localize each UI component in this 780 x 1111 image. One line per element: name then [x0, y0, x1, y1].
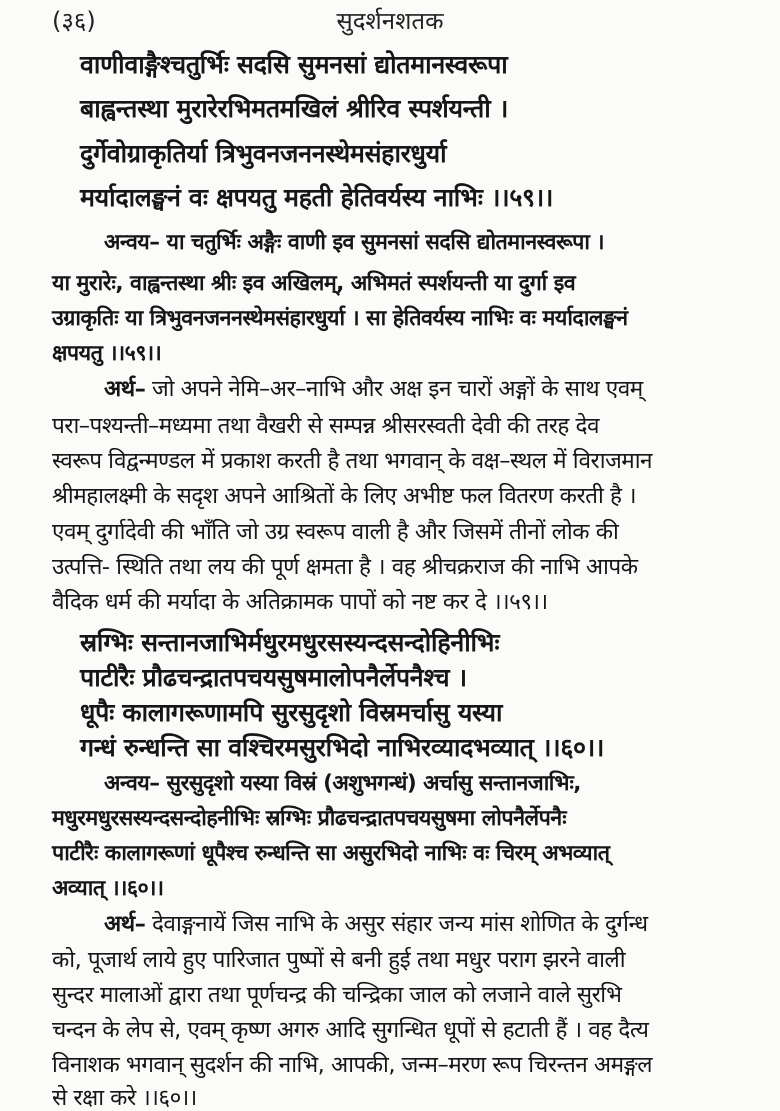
verse-line: मर्यादालङ्घनं वः क्षपयतु महती हेतिवर्यस्य नाभिः ।।५९।।	[80, 183, 554, 212]
artha-line: जो अपने नेमि–अर–नाभि और अक्ष इन चारों अङ्गों के साथ एवम्	[151, 376, 643, 402]
verse-line: गन्धं रुन्धन्ति सा वश्चिरमसुरभिदो नाभिरव्यादभव्यात् ।।६०।।	[80, 733, 605, 762]
verse-line: दुर्गेवोग्राकृतिर्या त्रिभुवनजननस्थेमसंहारधुर्या	[80, 139, 447, 168]
anvaya-line: या मुरारेः, वाह्वन्तस्था श्रीः इव अखिलम्, अभिमतं स्पर्शयन्ती या दुर्गा इव	[52, 271, 576, 296]
artha-line: चन्दन के लेप से, एवम् कृष्ण अगरु आदि सुगन्धित धूपों से हटाती हैं । वह दैत्य	[52, 1017, 649, 1043]
artha-line: देवाङ्गनायें जिस नाभि के असुर संहार जन्य मांस शोणित के दुर्गन्ध	[151, 911, 648, 937]
artha-label: अर्थ–	[104, 911, 146, 937]
page-header	[0, 2, 780, 42]
verse-line: वाणीवाङ्गैश्चतुर्भिः सदसि सुमनसां द्योतमानस्वरूपा	[80, 50, 508, 79]
verse-line: धूपैः कालागरूणामपि सुरसुदृशो विस्रमर्चासु यस्या	[80, 698, 503, 727]
anvaya-line: अव्यात् ।।६०।।	[52, 876, 164, 901]
anvaya-label: अन्वय–	[104, 230, 160, 255]
running-title: सुदर्शनशतक	[336, 7, 444, 35]
artha-line: वैदिक धर्म की मर्यादा के अतिक्रामक पापों को नष्ट कर दे ।।५९।।	[52, 589, 548, 615]
artha-line: से रक्षा करे ।।६०।।	[52, 1085, 197, 1111]
artha-line: उत्पत्ति- स्थिति तथा लय की पूर्ण क्षमता है । वह श्रीचक्रराज की नाभि आपके	[52, 554, 638, 580]
verse-line: स्रग्भिः सन्तानजाभिर्मधुरमधुरसस्यन्दसन्दोहिनीभिः	[80, 628, 500, 657]
page-number: (३६)	[52, 7, 96, 35]
verse-line: पाटीरैः प्रौढचन्द्रातपचयसुषमालोपनैर्लेपनैश्च ।	[80, 663, 467, 692]
anvaya-label: अन्वय–	[104, 771, 160, 796]
anvaya-line: क्षपयतु ।।५९।।	[52, 341, 162, 366]
artha-line: श्रीमहालक्ष्मी के सदृश अपने आश्रितों के लिए अभीष्ट फल वितरण करती है ।	[52, 483, 637, 509]
anvaya-line: या चतुर्भिः अङ्गैः वाणी इव सुमनसां सदसि द्योतमानस्वरूपा ।	[166, 230, 605, 255]
artha-label: अर्थ–	[104, 376, 146, 402]
verse-line: बाह्वन्तस्था मुरारेरभिमतमखिलं श्रीरिव स्पर्शयन्ती ।	[80, 94, 509, 123]
anvaya-line: पाटीरैः कालागरूणां धूपैश्च रुन्धन्ति सा असुरभिदो नाभिः वः चिरम् अभव्यात्	[52, 841, 610, 866]
artha-line: एवम् दुर्गादेवी की भाँति जो उग्र स्वरूप वाली है और जिसमें तीनों लोक की	[52, 519, 619, 545]
artha-line: परा–पश्यन्ती–मध्यमा तथा वैखरी से सम्पन्न श्रीसरस्वती देवी की तरह देव	[52, 413, 599, 439]
anvaya-line: सुरसुदृशो यस्या विस्रं (अशुभगन्धं) अर्चासु सन्तानजाभिः,	[166, 771, 581, 796]
artha-line: को, पूजार्थ लाये हुए पारिजात पुष्पों से बनी हुई तथा मधुर पराग झरने वाली	[52, 947, 626, 973]
anvaya-line: मधुरमधुरसस्यन्दसन्दोहनीभिः स्रग्भिः प्रौढचन्द्रातपचयसुषमा लोपनैर्लेपनैः	[52, 806, 567, 831]
artha-line: सुन्दर मालाओं द्वारा तथा पूर्णचन्द्र की चन्द्रिका जाल को लजाने वाले सुरभि	[52, 982, 622, 1008]
artha-line: विनाशक भगवान् सुदर्शन की नाभि, आपकी, जन्म–मरण रूप चिरन्तन अमङ्गल	[52, 1052, 653, 1078]
anvaya-line: उग्राकृतिः या त्रिभुवनजननस्थेमसंहारधुर्या । सा हेतिवर्यस्य नाभिः वः मर्यादालङ्घनं	[52, 306, 628, 331]
artha-line: स्वरूप विद्वन्मण्डल में प्रकाश करती है तथा भगवान् के वक्ष–स्थल में विराजमान	[52, 448, 653, 474]
